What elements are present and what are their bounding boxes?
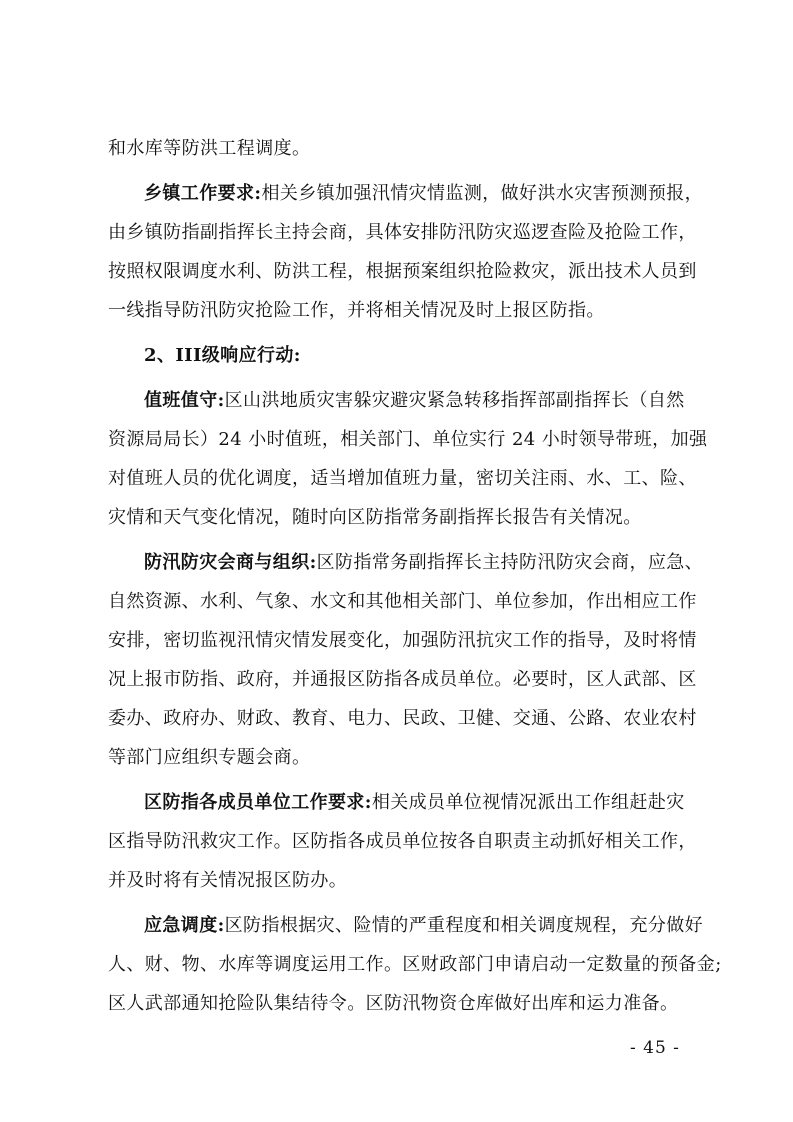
paragraph-heading: 乡镇工作要求: xyxy=(144,183,262,204)
paragraph-heading: 区防指各成员单位工作要求: xyxy=(144,792,372,813)
paragraph-text: 况上报市防指、政府，并通报区防指各成员单位。必要时，区人武部、区 xyxy=(108,669,697,690)
text-line xyxy=(108,459,698,498)
paragraph-text: 并及时将有关情况报区防办。 xyxy=(108,870,348,891)
paragraph-text: 安排，密切监视汛情灾情发展变化，加强防汛抗灾工作的指导，及时将情 xyxy=(108,630,697,651)
paragraph-text: 相关乡镇加强汛情灾情监测，做好洪水灾害预测预报， xyxy=(261,183,704,204)
paragraph-text: 按照权限调度水利、防洪工程，根据预案组织抢险救灾，派出技术人员到 xyxy=(108,261,697,282)
paragraph-text: 相关成员单位视情况派出工作组赶赴灾 xyxy=(371,792,685,813)
paragraph-text: 人、财、物、水库等调度运用工作。区财政部门申请启动一定数量的预备金; xyxy=(108,954,722,975)
text-line xyxy=(108,291,698,330)
paragraph-text: 和水库等防洪工程调度。 xyxy=(108,138,311,159)
paragraph-heading: 值班值守: xyxy=(144,390,225,411)
text-line xyxy=(108,213,698,252)
paragraph-text: 委办、政府办、财政、教育、电力、民政、卫健、交通、公路、农业农村 xyxy=(108,708,697,729)
page-number: - 45 - xyxy=(630,1038,680,1058)
paragraph-text: 资源局局长）24 小时值班，相关部门、单位实行 24 小时领导带班，加强 xyxy=(108,429,708,450)
text-line xyxy=(108,420,708,459)
text-line xyxy=(108,174,704,213)
paragraph-text: 区人武部通知抢险队集结待令。区防汛物资仓库做好出库和运力准备。 xyxy=(108,993,679,1014)
paragraph-heading: 应急调度: xyxy=(144,915,225,936)
text-line xyxy=(108,582,698,621)
paragraph-text: 灾情和天气变化情况，随时向区防指常务副指挥长报告有关情况。 xyxy=(108,507,642,528)
paragraph-heading: 2、III级响应行动: xyxy=(144,345,301,366)
text-line xyxy=(108,699,698,738)
text-line xyxy=(108,381,698,420)
paragraph-text: 由乡镇防指副指挥长主持会商，具体安排防汛防灾巡逻查险及抢险工作， xyxy=(108,222,697,243)
document-body xyxy=(108,129,722,1023)
paragraph-text: 区山洪地质灾害躲灾避灾紧急转移指挥部副指挥长（自然 xyxy=(224,390,685,411)
paragraph-text: 等部门应组织专题会商。 xyxy=(108,747,311,768)
text-line xyxy=(108,783,698,822)
text-line xyxy=(108,660,698,699)
text-line xyxy=(108,498,698,537)
text-line xyxy=(108,129,698,168)
text-line xyxy=(108,336,698,375)
paragraph-text: 区防指根据灾、险情的严重程度和相关调度规程，充分做好 xyxy=(224,915,704,936)
text-line xyxy=(108,906,704,945)
paragraph-text: 对值班人员的优化调度，适当增加值班力量，密切关注雨、水、工、险、 xyxy=(108,468,697,489)
text-line xyxy=(108,621,698,660)
text-line xyxy=(108,252,698,291)
text-line xyxy=(108,861,698,900)
paragraph-text: 一线指导防汛防灾抢险工作，并将相关情况及时上报区防指。 xyxy=(108,300,605,321)
paragraph-text: 区指导防汛救灾工作。区防指各成员单位按各自职责主动抓好相关工作， xyxy=(108,831,697,852)
text-line xyxy=(108,945,722,984)
text-line xyxy=(108,984,698,1023)
text-line xyxy=(108,822,698,861)
paragraph-heading: 防汛防灾会商与组织: xyxy=(144,552,317,573)
text-line xyxy=(108,738,698,777)
paragraph-text: 自然资源、水利、气象、水文和其他相关部门、单位参加，作出相应工作 xyxy=(108,591,697,612)
text-line xyxy=(108,543,704,582)
paragraph-text: 区防指常务副指挥长主持防汛防灾会商，应急、 xyxy=(316,552,704,573)
